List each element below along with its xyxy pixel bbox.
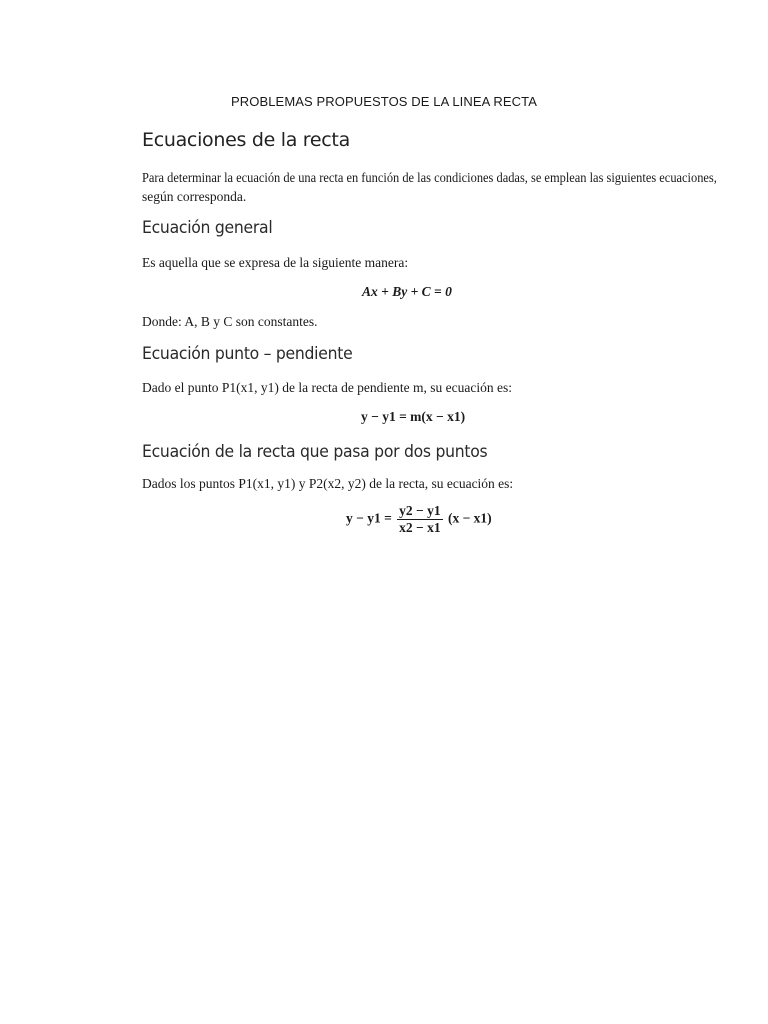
general-equation-formula-text: Ax + By + C = 0 [362, 284, 452, 299]
general-equation-note: Donde: A, B y C son constantes. [142, 314, 318, 329]
two-points-fraction [397, 504, 442, 535]
point-slope-formula [361, 409, 465, 425]
point-slope-heading: Ecuación punto – pendiente [142, 344, 353, 364]
two-points-formula-rhs: (x − x1) [447, 510, 492, 526]
intro-text-line-1: Para determinar la ecuación de una recta en función de las condiciones dadas, se emplean las siguientes ecuaciones, [142, 170, 717, 185]
section-heading: Ecuaciones de la recta [142, 129, 350, 151]
two-points-fraction-numerator: y2 − y1 [399, 503, 441, 518]
point-slope-text: Dado el punto P1(x1, y1) de la recta de pendiente m, su ecuación es: [142, 380, 513, 395]
point-slope-formula-text: y − y1 = m(x − x1) [361, 409, 466, 424]
two-points-formula [346, 504, 492, 535]
two-points-fraction-denominator: x2 − x1 [399, 520, 441, 535]
scanned-excerpt [142, 118, 717, 558]
general-equation-heading: Ecuación general [142, 218, 273, 238]
intro-text-line-2: según corresponda. [142, 189, 247, 204]
page-title: PROBLEMAS PROPUESTOS DE LA LINEA RECTA [230, 94, 538, 109]
general-equation-text: Es aquella que se expresa de la siguiente manera: [142, 255, 409, 270]
two-points-formula-lhs: y − y1 = [346, 510, 392, 526]
two-points-heading: Ecuación de la recta que pasa por dos puntos [142, 442, 488, 462]
two-points-text: Dados los puntos P1(x1, y1) y P2(x2, y2) de la recta, su ecuación es: [142, 476, 514, 491]
general-equation-formula [362, 284, 452, 300]
